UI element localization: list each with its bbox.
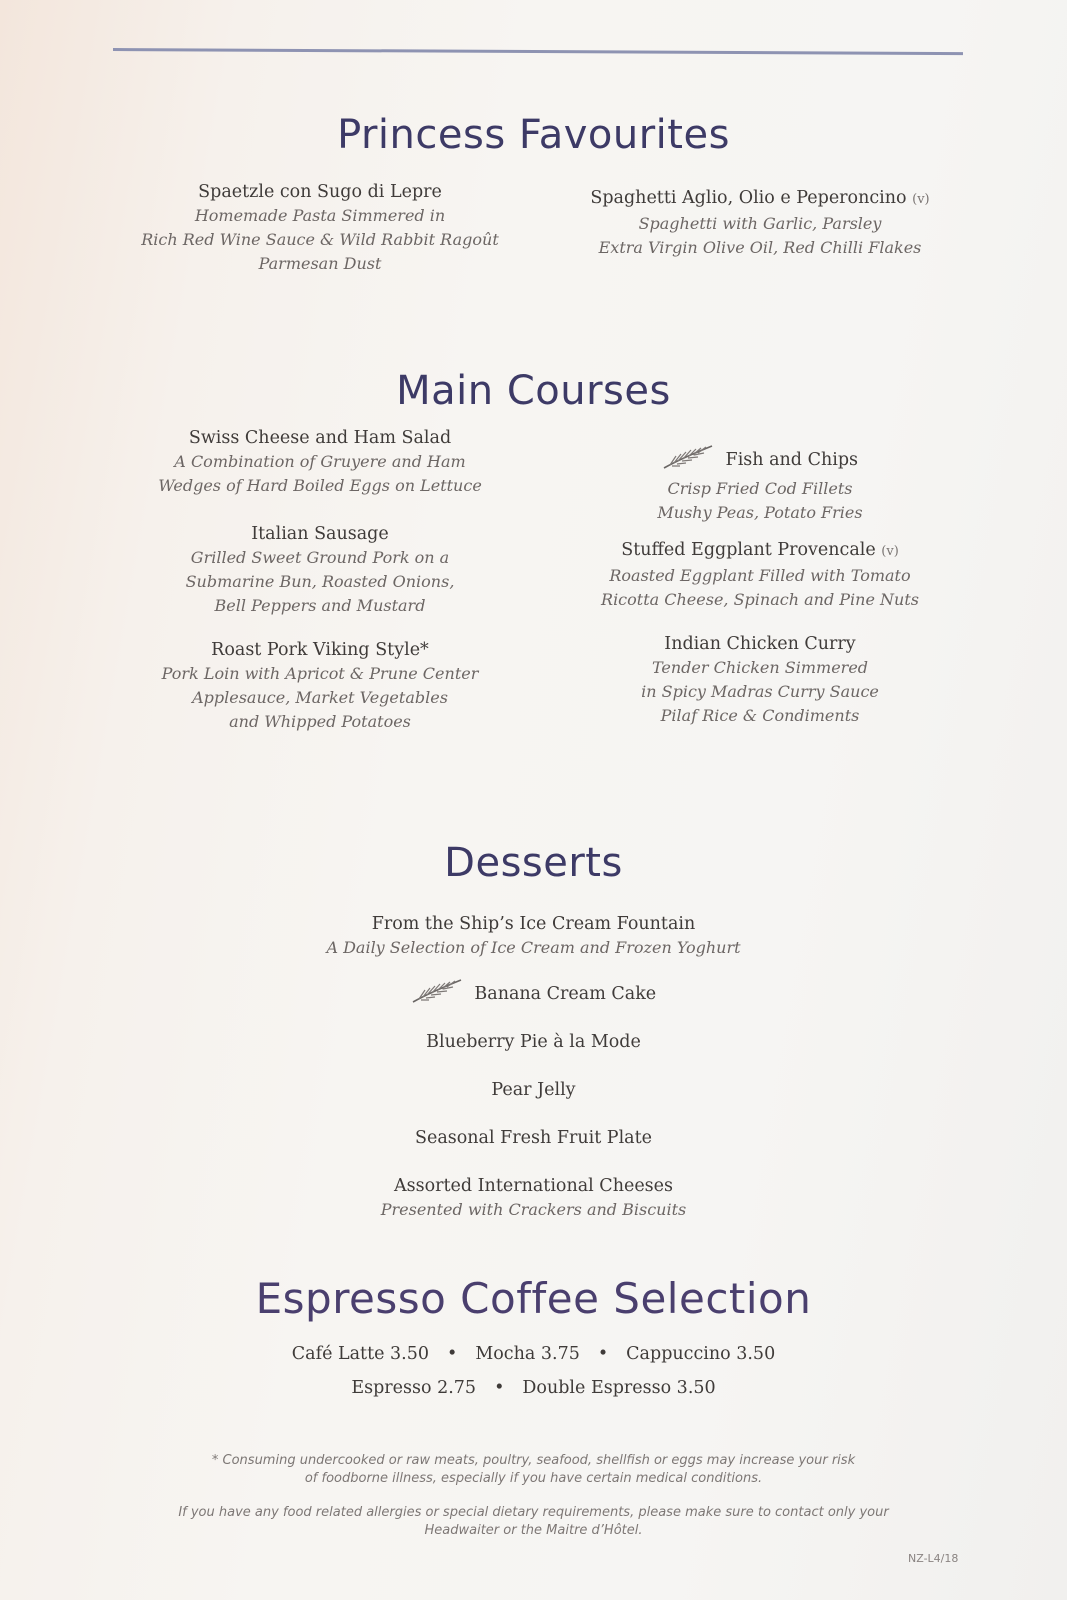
item-name-row (530, 186, 990, 212)
footnote-line: Headwaiter or the Maitre d’Hôtel. (424, 1523, 643, 1538)
item-desc-line: in Spicy Madras Curry Sauce (641, 682, 879, 701)
item-name: Spaetzle con Sugo di Lepre (198, 182, 442, 202)
item-desc-line: Spaghetti with Garlic, Parsley (638, 214, 882, 233)
item-name: Seasonal Fresh Fruit Plate (414, 1128, 652, 1148)
menu-item (90, 180, 550, 276)
item-desc-line: Submarine Bun, Roasted Onions, (185, 572, 455, 591)
menu-item (530, 632, 990, 728)
item-desc-line: A Combination of Gruyere and Ham (174, 452, 466, 471)
item-desc-line: Wedges of Hard Boiled Eggs on Lettuce (158, 476, 482, 495)
item-name: Blueberry Pie à la Mode (426, 1032, 641, 1052)
menu-item (0, 1030, 1067, 1054)
menu-item (530, 186, 990, 260)
section-title-main-courses: Main Courses (396, 368, 671, 414)
item-name: Stuffed Eggplant Provencale (621, 540, 876, 560)
item-desc-line: Mushy Peas, Potato Fries (657, 503, 863, 522)
princess-left-column (90, 180, 550, 280)
item-desc-line: Pork Loin with Apricot & Prune Center (161, 664, 479, 683)
footnote-consumption (0, 1452, 1067, 1488)
section-title-espresso-coffee: Espresso Coffee Selection (255, 1274, 812, 1323)
vegetarian-badge: (v) (912, 192, 930, 207)
separator-dot: • (494, 1378, 505, 1398)
coffee-price: Cappuccino 3.50 (626, 1344, 776, 1364)
item-desc: A Daily Selection of Ice Cream and Frozen Yoghurt (326, 938, 741, 957)
item-name: From the Ship’s Ice Cream Fountain (371, 914, 696, 934)
item-desc-line: Applesauce, Market Vegetables (192, 688, 448, 707)
coffee-price-line-1 (0, 1344, 1067, 1364)
item-name-row (530, 538, 990, 564)
item-desc-line: and Whipped Potatoes (229, 712, 411, 731)
item-desc-line: Ricotta Cheese, Spinach and Pine Nuts (601, 590, 919, 609)
top-divider (113, 48, 963, 55)
section-title-desserts: Desserts (444, 840, 623, 886)
menu-item (90, 638, 550, 734)
desserts-list (0, 912, 1067, 1219)
menu-item (0, 1174, 1067, 1222)
item-name: Italian Sausage (251, 524, 389, 544)
item-name: Fish and Chips (725, 450, 859, 470)
coffee-price: Mocha 3.75 (475, 1344, 580, 1364)
fern-icon (411, 978, 463, 1011)
coffee-price: Espresso 2.75 (351, 1378, 477, 1398)
coffee-price-line-2 (0, 1378, 1067, 1398)
mains-left-column (90, 426, 550, 756)
coffee-price: Double Espresso 3.50 (522, 1378, 716, 1398)
item-desc-line: Extra Virgin Olive Oil, Red Chilli Flakes (598, 238, 922, 257)
mains-right-column (530, 444, 990, 744)
item-name-row (0, 978, 1067, 1011)
footnote-line: of foodborne illness, especially if you have certain medical conditions. (304, 1471, 763, 1486)
fern-icon (662, 444, 714, 477)
menu-item (530, 538, 990, 612)
item-name: Pear Jelly (491, 1080, 576, 1100)
menu-item (90, 426, 550, 498)
section-title-princess-favourites: Princess Favourites (337, 112, 730, 158)
item-desc-line: Grilled Sweet Ground Pork on a (190, 548, 450, 567)
menu-code: NZ-L4/18 (908, 1552, 959, 1565)
separator-dot: • (597, 1344, 609, 1364)
menu-item (0, 1126, 1067, 1150)
item-name: Assorted International Cheeses (393, 1176, 674, 1196)
vegetarian-badge: (v) (881, 544, 899, 559)
item-desc-line: Roasted Eggplant Filled with Tomato (609, 566, 911, 585)
item-desc-line: Homemade Pasta Simmered in (194, 206, 446, 225)
item-desc-line: Crisp Fried Cod Fillets (667, 479, 853, 498)
coffee-price: Café Latte 3.50 (291, 1344, 430, 1364)
item-desc-line: Bell Peppers and Mustard (214, 596, 426, 615)
menu-item (0, 978, 1067, 1011)
item-name: Indian Chicken Curry (664, 634, 856, 654)
princess-right-column (530, 186, 990, 266)
item-desc-line: Pilaf Rice & Condiments (660, 706, 860, 725)
item-name: Spaghetti Aglio, Olio e Peperoncino (590, 188, 907, 208)
item-desc: Presented with Crackers and Biscuits (380, 1200, 687, 1219)
menu-item (530, 444, 990, 525)
menu-item (0, 1078, 1067, 1102)
footnote-line: * Consuming undercooked or raw meats, poultry, seafood, shellfish or eggs may increase your risk (211, 1453, 856, 1468)
item-name: Banana Cream Cake (474, 984, 657, 1004)
item-desc-line: Parmesan Dust (258, 254, 382, 273)
menu-item (90, 522, 550, 618)
item-name: Swiss Cheese and Ham Salad (188, 428, 452, 448)
item-desc-line: Tender Chicken Simmered (651, 658, 869, 677)
item-name-row (530, 444, 990, 477)
menu-item (0, 912, 1067, 960)
footnote-line: If you have any food related allergies or special dietary requirements, please make sure to contact only your (178, 1505, 889, 1520)
separator-dot: • (447, 1344, 458, 1364)
item-desc-line: Rich Red Wine Sauce & Wild Rabbit Ragoût (141, 230, 499, 249)
item-name: Roast Pork Viking Style* (211, 640, 429, 660)
footnote-allergy (0, 1504, 1067, 1540)
